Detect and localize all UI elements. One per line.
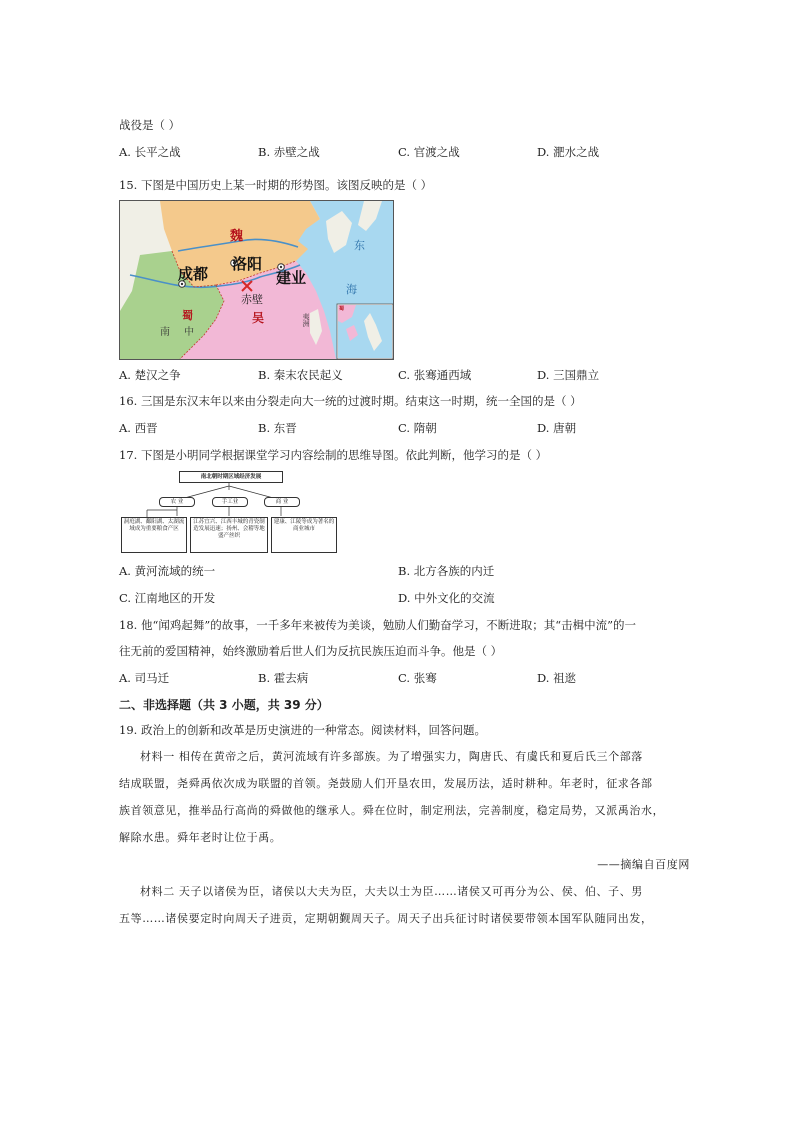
material-2-line-2: 五等……诸侯要定时向周天子进贡，定期朝觐周天子。周天子出兵征讨时诸侯要带领本国军队随同出发， — [119, 912, 653, 925]
map-label-dong: 东 — [354, 239, 365, 252]
map-label-luoyang: 洛阳 — [232, 255, 263, 273]
q19-stem: 19. 政治上的创新和改革是历史演进的一种常态。阅读材料，回答问题。 — [119, 723, 486, 737]
q14-stem-continuation: 战役是（ ） — [119, 118, 181, 132]
material-1-source: ——摘编自百度网 — [597, 858, 690, 871]
map-label-shu: 蜀 — [182, 309, 193, 322]
map-label-wei: 魏 — [230, 229, 244, 244]
map-label-hai: 海 — [346, 283, 357, 296]
mind-map-branch-commerce: 商 业 — [264, 497, 300, 507]
q17-stem: 17. 下图是小明同学根据课堂学习内容绘制的思维导图。依此判断，他学习的是（ ） — [119, 448, 548, 462]
q17-option-c[interactable]: C. 江南地区的开发 — [119, 591, 216, 605]
mind-map-leaf-agriculture: 洞庭湖、鄱阳湖、太湖流域成为重要粮食产区 — [121, 517, 187, 553]
map-label-yizhou: 夷洲 — [302, 313, 310, 327]
material-1-line-3: 族首领意见，推举品行高尚的舜做他的继承人。舜在位时，制定刑法，完善制度，稳定局势，又派禹治水， — [119, 804, 665, 817]
q14-option-a[interactable]: A. 长平之战 — [119, 145, 181, 159]
material-1-line-2: 结成联盟，尧舜禹依次成为联盟的首领。尧鼓励人们开垦农田，发展历法，适时耕种。年老时，征求各部 — [119, 777, 653, 790]
q18-option-d[interactable]: D. 祖逖 — [537, 671, 577, 685]
map-inset-label-shu: 蜀 — [339, 306, 345, 312]
three-kingdoms-map — [119, 200, 394, 360]
q14-option-c[interactable]: C. 官渡之战 — [398, 145, 460, 159]
mind-map-branch-handicraft: 手工业 — [212, 497, 248, 507]
q17-option-b[interactable]: B. 北方各族的内迁 — [398, 564, 495, 578]
q16-option-c[interactable]: C. 隋朝 — [398, 421, 437, 435]
q15-option-b[interactable]: B. 秦末农民起义 — [258, 368, 343, 382]
q17-option-d[interactable]: D. 中外文化的交流 — [398, 591, 495, 605]
q16-option-d[interactable]: D. 唐朝 — [537, 421, 577, 435]
material-2-line-1: 材料二 天子以诸侯为臣，诸侯以大夫为臣，大夫以士为臣……诸侯又可再分为公、侯、伯、子、男 — [140, 885, 643, 898]
q18-option-b[interactable]: B. 霍去病 — [258, 671, 309, 685]
q16-option-b[interactable]: B. 东晋 — [258, 421, 297, 435]
section-2-heading: 二、非选择题（共 3 小题，共 39 分） — [119, 698, 329, 712]
q16-option-a[interactable]: A. 西晋 — [119, 421, 158, 435]
mind-map-leaf-handicraft: 江苏宜兴、江西丰城的青瓷制造发展迅速；扬州、会稽等地盛产丝织 — [190, 517, 268, 553]
mind-map-branch-agriculture: 农 业 — [159, 497, 195, 507]
map-label-wu: 吴 — [252, 311, 265, 325]
mind-map-title: 南北朝时期区域经济发展 — [179, 471, 283, 483]
map-label-nanzhong: 南中 — [160, 327, 208, 338]
q15-option-d[interactable]: D. 三国鼎立 — [537, 368, 600, 382]
q18-stem-line1: 18. 他“闻鸡起舞”的故事，一千多年来被传为美谈，勉励人们勤奋学习，不断进取；其“击楫中流”的一 — [119, 618, 636, 632]
map-label-chengdu: 成都 — [178, 265, 209, 283]
q17-option-a[interactable]: A. 黄河流域的统一 — [119, 564, 216, 578]
material-1-line-1: 材料一 相传在黄帝之后，黄河流域有许多部族。为了增强实力，陶唐氏、有虞氏和夏后氏三个部落 — [140, 750, 643, 763]
mind-map-leaf-commerce: 建康、江陵等成为著名的商业城市 — [271, 517, 337, 553]
q18-stem-line2: 往无前的爱国精神，始终激励着后世人们为反抗民族压迫而斗争。他是（ ） — [119, 644, 503, 658]
q16-stem: 16. 三国是东汉末年以来由分裂走向大一统的过渡时期。结束这一时期，统一全国的是（ ） — [119, 394, 582, 408]
q18-option-c[interactable]: C. 张骞 — [398, 671, 437, 685]
map-label-chibi: 赤壁 — [241, 293, 263, 306]
q18-option-a[interactable]: A. 司马迁 — [119, 671, 170, 685]
q14-option-d[interactable]: D. 淝水之战 — [537, 145, 600, 159]
q14-option-b[interactable]: B. 赤壁之战 — [258, 145, 320, 159]
q15-option-a[interactable]: A. 楚汉之争 — [119, 368, 181, 382]
q15-stem: 15. 下图是中国历史上某一时期的形势图。该图反映的是（ ） — [119, 178, 433, 192]
mind-map-diagram — [119, 470, 344, 555]
material-1-line-4: 解除水患。舜年老时让位于禹。 — [119, 831, 282, 844]
map-label-jianye: 建业 — [276, 269, 307, 287]
q15-option-c[interactable]: C. 张骞通西域 — [398, 368, 472, 382]
